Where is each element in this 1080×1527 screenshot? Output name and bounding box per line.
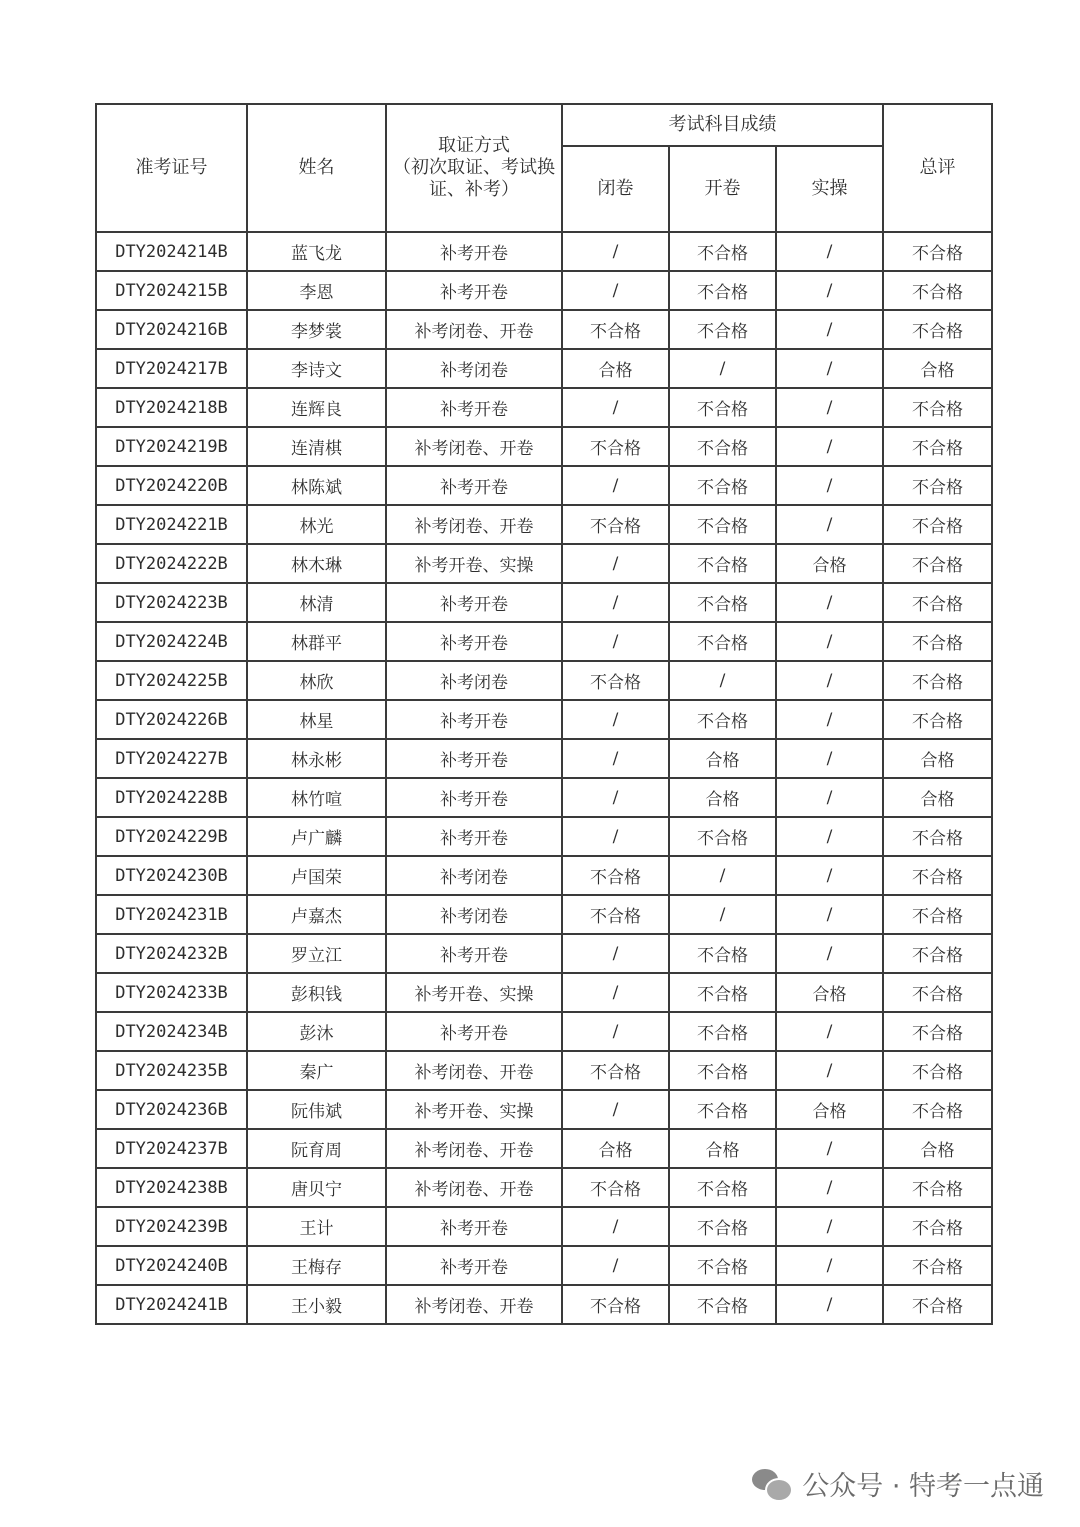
- cell-overall: 不合格: [883, 505, 992, 544]
- cell-exam-id: DTY2024234B: [96, 1012, 247, 1051]
- cell-exam-id: DTY2024237B: [96, 1129, 247, 1168]
- cell-open-book: /: [669, 856, 776, 895]
- cell-practical: 合格: [776, 544, 883, 583]
- table-row: [96, 1168, 992, 1207]
- cell-method: 补考闭卷: [386, 349, 562, 388]
- table-row: [96, 544, 992, 583]
- cell-closed-book: 不合格: [562, 1051, 669, 1090]
- cell-overall: 不合格: [883, 622, 992, 661]
- cell-name: 林光: [247, 505, 386, 544]
- cell-open-book: 不合格: [669, 700, 776, 739]
- cell-overall: 不合格: [883, 934, 992, 973]
- table-row: [96, 505, 992, 544]
- header-overall: 总评: [883, 104, 992, 232]
- cell-open-book: 不合格: [669, 973, 776, 1012]
- cell-method: 补考闭卷: [386, 856, 562, 895]
- cell-method: 补考开卷: [386, 700, 562, 739]
- cell-exam-id: DTY2024216B: [96, 310, 247, 349]
- cell-open-book: 不合格: [669, 1090, 776, 1129]
- cell-closed-book: /: [562, 817, 669, 856]
- cell-method: 补考开卷: [386, 739, 562, 778]
- cell-name: 连辉良: [247, 388, 386, 427]
- header-closed-book: 闭卷: [562, 146, 669, 232]
- table-row: [96, 739, 992, 778]
- cell-exam-id: DTY2024221B: [96, 505, 247, 544]
- cell-overall: 不合格: [883, 310, 992, 349]
- table-row: [96, 310, 992, 349]
- cell-overall: 不合格: [883, 1090, 992, 1129]
- cell-exam-id: DTY2024236B: [96, 1090, 247, 1129]
- header-method: [386, 104, 562, 232]
- cell-practical: /: [776, 505, 883, 544]
- cell-method: 补考开卷: [386, 1246, 562, 1285]
- cell-name: 林木琳: [247, 544, 386, 583]
- cell-overall: 不合格: [883, 700, 992, 739]
- cell-closed-book: /: [562, 622, 669, 661]
- cell-overall: 不合格: [883, 1285, 992, 1324]
- cell-overall: 不合格: [883, 1051, 992, 1090]
- cell-open-book: 不合格: [669, 505, 776, 544]
- cell-exam-id: DTY2024219B: [96, 427, 247, 466]
- table-row: [96, 271, 992, 310]
- cell-closed-book: /: [562, 1207, 669, 1246]
- table-row: [96, 895, 992, 934]
- cell-exam-id: DTY2024224B: [96, 622, 247, 661]
- cell-overall: 不合格: [883, 427, 992, 466]
- table-row: [96, 349, 992, 388]
- cell-open-book: 不合格: [669, 427, 776, 466]
- cell-practical: /: [776, 427, 883, 466]
- cell-name: 林清: [247, 583, 386, 622]
- cell-name: 李诗文: [247, 349, 386, 388]
- table-row: [96, 1285, 992, 1324]
- table-row: [96, 700, 992, 739]
- cell-name: 蓝飞龙: [247, 232, 386, 271]
- cell-method: 补考闭卷、开卷: [386, 1285, 562, 1324]
- table-row: [96, 856, 992, 895]
- table-row: [96, 1207, 992, 1246]
- cell-name: 彭积钱: [247, 973, 386, 1012]
- cell-overall: 合格: [883, 739, 992, 778]
- table-row: [96, 661, 992, 700]
- table-row: [96, 1129, 992, 1168]
- cell-closed-book: 不合格: [562, 505, 669, 544]
- cell-closed-book: /: [562, 466, 669, 505]
- cell-closed-book: 不合格: [562, 1285, 669, 1324]
- cell-closed-book: /: [562, 583, 669, 622]
- watermark: [752, 1464, 1044, 1503]
- cell-exam-id: DTY2024222B: [96, 544, 247, 583]
- cell-exam-id: DTY2024220B: [96, 466, 247, 505]
- cell-method: 补考闭卷: [386, 895, 562, 934]
- cell-overall: 不合格: [883, 583, 992, 622]
- cell-exam-id: DTY2024238B: [96, 1168, 247, 1207]
- cell-open-book: 不合格: [669, 388, 776, 427]
- cell-practical: /: [776, 934, 883, 973]
- cell-name: 王小毅: [247, 1285, 386, 1324]
- cell-closed-book: /: [562, 934, 669, 973]
- cell-practical: /: [776, 1207, 883, 1246]
- cell-practical: /: [776, 310, 883, 349]
- cell-overall: 不合格: [883, 973, 992, 1012]
- cell-exam-id: DTY2024241B: [96, 1285, 247, 1324]
- cell-exam-id: DTY2024225B: [96, 661, 247, 700]
- cell-practical: /: [776, 700, 883, 739]
- cell-exam-id: DTY2024215B: [96, 271, 247, 310]
- cell-closed-book: /: [562, 700, 669, 739]
- cell-practical: /: [776, 817, 883, 856]
- cell-overall: 不合格: [883, 856, 992, 895]
- cell-exam-id: DTY2024230B: [96, 856, 247, 895]
- cell-open-book: 不合格: [669, 271, 776, 310]
- cell-open-book: 不合格: [669, 1168, 776, 1207]
- cell-practical: /: [776, 1246, 883, 1285]
- cell-method: 补考闭卷、开卷: [386, 1051, 562, 1090]
- table-row: [96, 466, 992, 505]
- cell-practical: /: [776, 1051, 883, 1090]
- cell-practical: /: [776, 1012, 883, 1051]
- cell-closed-book: /: [562, 232, 669, 271]
- cell-practical: /: [776, 1129, 883, 1168]
- header-method-text: 取证方式 （初次取证、考试换证、补考）: [393, 135, 555, 200]
- cell-method: 补考开卷: [386, 1207, 562, 1246]
- cell-method: 补考开卷: [386, 388, 562, 427]
- cell-method: 补考开卷: [386, 778, 562, 817]
- cell-open-book: /: [669, 661, 776, 700]
- cell-open-book: 合格: [669, 739, 776, 778]
- cell-exam-id: DTY2024240B: [96, 1246, 247, 1285]
- cell-open-book: 不合格: [669, 1051, 776, 1090]
- table-row: [96, 622, 992, 661]
- cell-practical: /: [776, 661, 883, 700]
- cell-name: 卢国荣: [247, 856, 386, 895]
- watermark-text: 公众号 · 特考一点通: [802, 1471, 1044, 1502]
- cell-method: 补考开卷: [386, 583, 562, 622]
- cell-overall: 合格: [883, 349, 992, 388]
- cell-method: 补考开卷、实操: [386, 1090, 562, 1129]
- cell-practical: 合格: [776, 973, 883, 1012]
- cell-closed-book: 合格: [562, 349, 669, 388]
- cell-open-book: 不合格: [669, 544, 776, 583]
- cell-overall: 不合格: [883, 895, 992, 934]
- cell-open-book: 不合格: [669, 232, 776, 271]
- table-row: [96, 1051, 992, 1090]
- cell-closed-book: /: [562, 1090, 669, 1129]
- cell-open-book: 不合格: [669, 622, 776, 661]
- cell-name: 林竹喧: [247, 778, 386, 817]
- cell-practical: /: [776, 388, 883, 427]
- cell-method: 补考开卷: [386, 934, 562, 973]
- cell-practical: /: [776, 622, 883, 661]
- table-row: [96, 583, 992, 622]
- cell-overall: 不合格: [883, 271, 992, 310]
- cell-open-book: /: [669, 895, 776, 934]
- cell-name: 李梦裳: [247, 310, 386, 349]
- cell-method: 补考开卷: [386, 817, 562, 856]
- cell-overall: 合格: [883, 778, 992, 817]
- cell-method: 补考闭卷: [386, 661, 562, 700]
- cell-name: 彭沐: [247, 1012, 386, 1051]
- cell-method: 补考开卷、实操: [386, 544, 562, 583]
- cell-closed-book: /: [562, 973, 669, 1012]
- table-row: [96, 427, 992, 466]
- cell-method: 补考开卷: [386, 622, 562, 661]
- cell-method: 补考闭卷、开卷: [386, 1129, 562, 1168]
- cell-name: 连清棋: [247, 427, 386, 466]
- cell-open-book: 不合格: [669, 1012, 776, 1051]
- table-row: [96, 1012, 992, 1051]
- cell-open-book: 不合格: [669, 583, 776, 622]
- cell-closed-book: /: [562, 388, 669, 427]
- cell-name: 阮伟斌: [247, 1090, 386, 1129]
- cell-exam-id: DTY2024217B: [96, 349, 247, 388]
- cell-method: 补考闭卷、开卷: [386, 427, 562, 466]
- cell-closed-book: /: [562, 778, 669, 817]
- cell-name: 阮育周: [247, 1129, 386, 1168]
- cell-method: 补考开卷: [386, 466, 562, 505]
- table-row: [96, 388, 992, 427]
- cell-practical: /: [776, 583, 883, 622]
- cell-closed-book: 合格: [562, 1129, 669, 1168]
- cell-name: 秦广: [247, 1051, 386, 1090]
- cell-overall: 合格: [883, 1129, 992, 1168]
- cell-open-book: 不合格: [669, 1246, 776, 1285]
- cell-practical: /: [776, 466, 883, 505]
- cell-exam-id: DTY2024228B: [96, 778, 247, 817]
- cell-exam-id: DTY2024214B: [96, 232, 247, 271]
- cell-overall: 不合格: [883, 1207, 992, 1246]
- cell-practical: /: [776, 1168, 883, 1207]
- cell-practical: /: [776, 856, 883, 895]
- cell-exam-id: DTY2024239B: [96, 1207, 247, 1246]
- cell-method: 补考开卷、实操: [386, 973, 562, 1012]
- table-row: [96, 973, 992, 1012]
- cell-overall: 不合格: [883, 1168, 992, 1207]
- cell-exam-id: DTY2024218B: [96, 388, 247, 427]
- cell-exam-id: DTY2024229B: [96, 817, 247, 856]
- cell-open-book: 不合格: [669, 934, 776, 973]
- cell-closed-book: /: [562, 271, 669, 310]
- cell-method: 补考开卷: [386, 232, 562, 271]
- cell-closed-book: /: [562, 544, 669, 583]
- cell-closed-book: 不合格: [562, 661, 669, 700]
- cell-name: 王梅存: [247, 1246, 386, 1285]
- cell-practical: /: [776, 271, 883, 310]
- cell-overall: 不合格: [883, 466, 992, 505]
- cell-closed-book: /: [562, 739, 669, 778]
- cell-open-book: 不合格: [669, 466, 776, 505]
- cell-name: 王计: [247, 1207, 386, 1246]
- cell-method: 补考闭卷、开卷: [386, 1168, 562, 1207]
- cell-name: 唐贝宁: [247, 1168, 386, 1207]
- cell-open-book: 合格: [669, 778, 776, 817]
- wechat-icon: [752, 1467, 792, 1501]
- results-sheet: [95, 103, 991, 1325]
- cell-exam-id: DTY2024232B: [96, 934, 247, 973]
- cell-open-book: 不合格: [669, 1207, 776, 1246]
- cell-overall: 不合格: [883, 817, 992, 856]
- cell-closed-book: /: [562, 1246, 669, 1285]
- cell-overall: 不合格: [883, 1012, 992, 1051]
- cell-practical: /: [776, 895, 883, 934]
- cell-name: 林欣: [247, 661, 386, 700]
- cell-name: 罗立江: [247, 934, 386, 973]
- cell-closed-book: 不合格: [562, 310, 669, 349]
- cell-exam-id: DTY2024231B: [96, 895, 247, 934]
- table-row: [96, 1246, 992, 1285]
- header-exam-id: 准考证号: [96, 104, 247, 232]
- cell-open-book: /: [669, 349, 776, 388]
- header-practical: 实操: [776, 146, 883, 232]
- cell-open-book: 不合格: [669, 817, 776, 856]
- table-row: [96, 817, 992, 856]
- cell-exam-id: DTY2024227B: [96, 739, 247, 778]
- cell-practical: 合格: [776, 1090, 883, 1129]
- header-name: 姓名: [247, 104, 386, 232]
- cell-open-book: 不合格: [669, 1285, 776, 1324]
- cell-overall: 不合格: [883, 544, 992, 583]
- cell-name: 卢嘉杰: [247, 895, 386, 934]
- cell-closed-book: 不合格: [562, 1168, 669, 1207]
- table-row: [96, 1090, 992, 1129]
- cell-name: 林永彬: [247, 739, 386, 778]
- cell-exam-id: DTY2024223B: [96, 583, 247, 622]
- cell-overall: 不合格: [883, 388, 992, 427]
- cell-overall: 不合格: [883, 232, 992, 271]
- cell-method: 补考开卷: [386, 271, 562, 310]
- cell-overall: 不合格: [883, 1246, 992, 1285]
- cell-open-book: 不合格: [669, 310, 776, 349]
- cell-name: 李恩: [247, 271, 386, 310]
- cell-method: 补考闭卷、开卷: [386, 505, 562, 544]
- cell-closed-book: 不合格: [562, 856, 669, 895]
- results-body: [96, 232, 992, 1324]
- table-row: [96, 934, 992, 973]
- cell-practical: /: [776, 778, 883, 817]
- cell-method: 补考闭卷、开卷: [386, 310, 562, 349]
- cell-closed-book: 不合格: [562, 427, 669, 466]
- cell-closed-book: /: [562, 1012, 669, 1051]
- header-open-book: 开卷: [669, 146, 776, 232]
- cell-name: 林陈斌: [247, 466, 386, 505]
- cell-closed-book: 不合格: [562, 895, 669, 934]
- cell-name: 林星: [247, 700, 386, 739]
- cell-exam-id: DTY2024226B: [96, 700, 247, 739]
- cell-exam-id: DTY2024233B: [96, 973, 247, 1012]
- table-row: [96, 232, 992, 271]
- table-row: [96, 778, 992, 817]
- cell-practical: /: [776, 1285, 883, 1324]
- cell-practical: /: [776, 739, 883, 778]
- cell-name: 卢广麟: [247, 817, 386, 856]
- cell-exam-id: DTY2024235B: [96, 1051, 247, 1090]
- cell-method: 补考开卷: [386, 1012, 562, 1051]
- exam-results-table: [95, 103, 993, 1325]
- cell-name: 林群平: [247, 622, 386, 661]
- header-subjects-group: 考试科目成绩: [562, 104, 883, 146]
- cell-practical: /: [776, 232, 883, 271]
- cell-overall: 不合格: [883, 661, 992, 700]
- cell-practical: /: [776, 349, 883, 388]
- cell-open-book: 合格: [669, 1129, 776, 1168]
